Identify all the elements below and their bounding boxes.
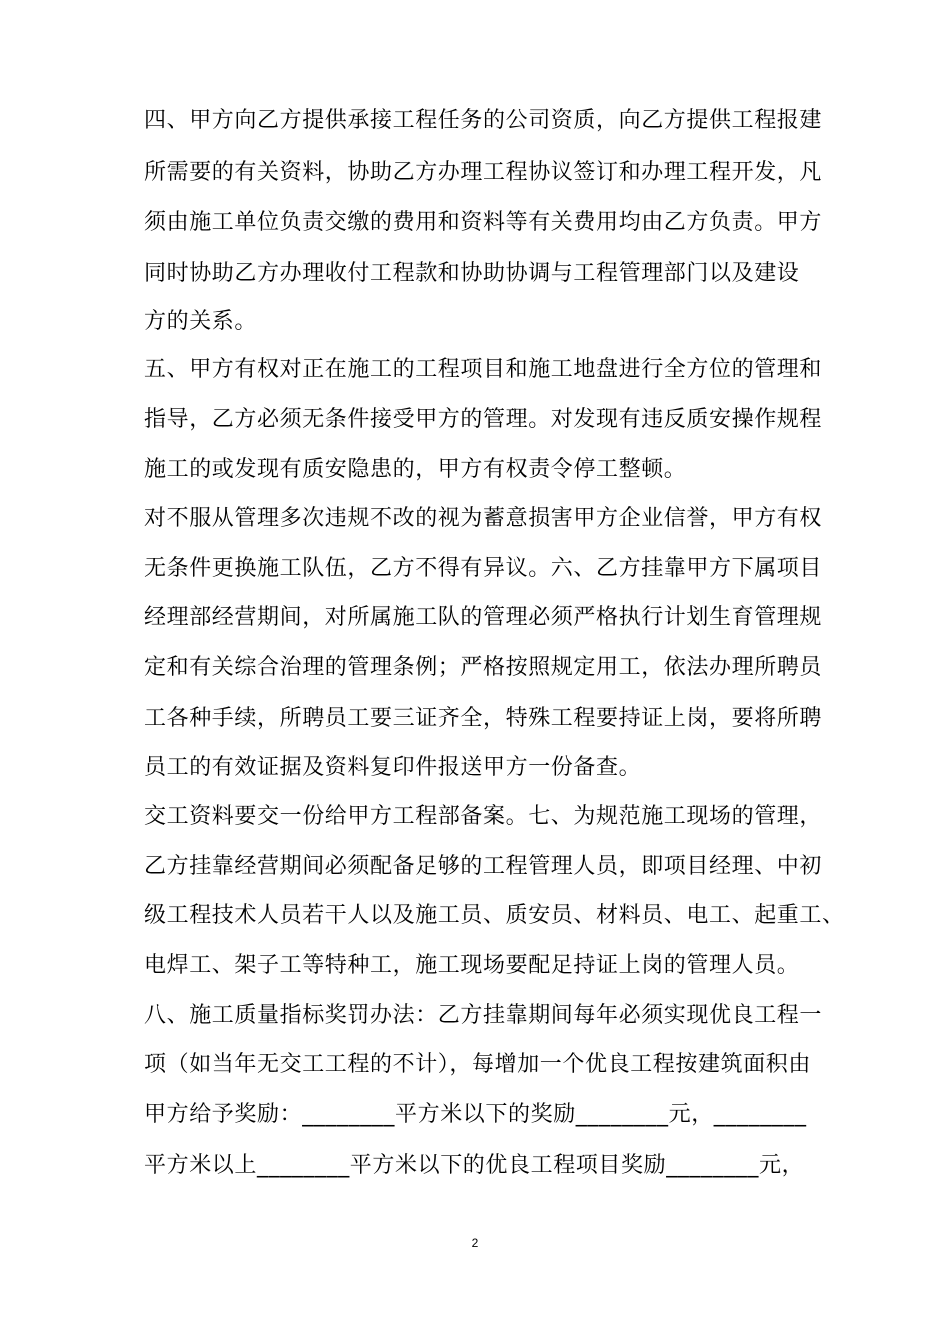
text-line: 须由施工单位负责交缴的费用和资料等有关费用均由乙方负责。甲方 xyxy=(144,210,823,235)
text-line: 定和有关综合治理的管理条例；严格按照规定用工，依法办理所聘员 xyxy=(144,655,823,680)
text-line: 四、甲方向乙方提供承接工程任务的公司资质，向乙方提供工程报建 xyxy=(144,108,823,133)
text-line: 电焊工、架子工等特种工，施工现场要配足持证上岗的管理人员。 xyxy=(144,953,800,978)
text-line: 五、甲方有权对正在施工的工程项目和施工地盘进行全方位的管理和 xyxy=(144,357,823,382)
text-line: 平方米以上________平方米以下的优良工程项目奖励________元， xyxy=(144,1153,805,1178)
text-line: 项（如当年无交工工程的不计），每增加一个优良工程按建筑面积由 xyxy=(144,1052,812,1077)
text-line: 施工的或发现有质安隐患的，甲方有权责令停工整顿。 xyxy=(144,457,687,482)
text-line: 无条件更换施工队伍，乙方不得有异议。六、乙方挂靠甲方下属项目 xyxy=(144,556,823,581)
text-line: 方的关系。 xyxy=(144,309,258,334)
text-line: 工各种手续，所聘员工要三证齐全，特殊工程要持证上岗，要将所聘 xyxy=(144,706,823,731)
text-line: 甲方给予奖励：________平方米以下的奖励________元，________ xyxy=(144,1102,807,1127)
page-number: 2 xyxy=(471,1236,479,1250)
text-line: 同时协助乙方办理收付工程款和协助协调与工程管理部门以及建设 xyxy=(144,261,800,286)
text-line: 经理部经营期间，对所属施工队的管理必须严格执行计划生育管理规 xyxy=(144,605,823,630)
text-line: 八、施工质量指标奖罚办法：乙方挂靠期间每年必须实现优良工程一 xyxy=(144,1003,823,1028)
text-line: 指导，乙方必须无条件接受甲方的管理。对发现有违反质安操作规程 xyxy=(144,407,823,432)
text-line: 员工的有效证据及资料复印件报送甲方一份备查。 xyxy=(144,755,642,780)
text-line: 所需要的有关资料，协助乙方办理工程协议签订和办理工程开发，凡 xyxy=(144,160,823,185)
text-line: 乙方挂靠经营期间必须配备足够的工程管理人员，即项目经理、中初 xyxy=(144,854,823,879)
text-line: 级工程技术人员若干人以及施工员、质安员、材料员、电工、起重工、 xyxy=(144,903,845,928)
text-line: 交工资料要交一份给甲方工程部备案。七、为规范施工现场的管理， xyxy=(144,804,823,829)
text-line: 对不服从管理多次违规不改的视为蓄意损害甲方企业信誉，甲方有权 xyxy=(144,506,823,531)
